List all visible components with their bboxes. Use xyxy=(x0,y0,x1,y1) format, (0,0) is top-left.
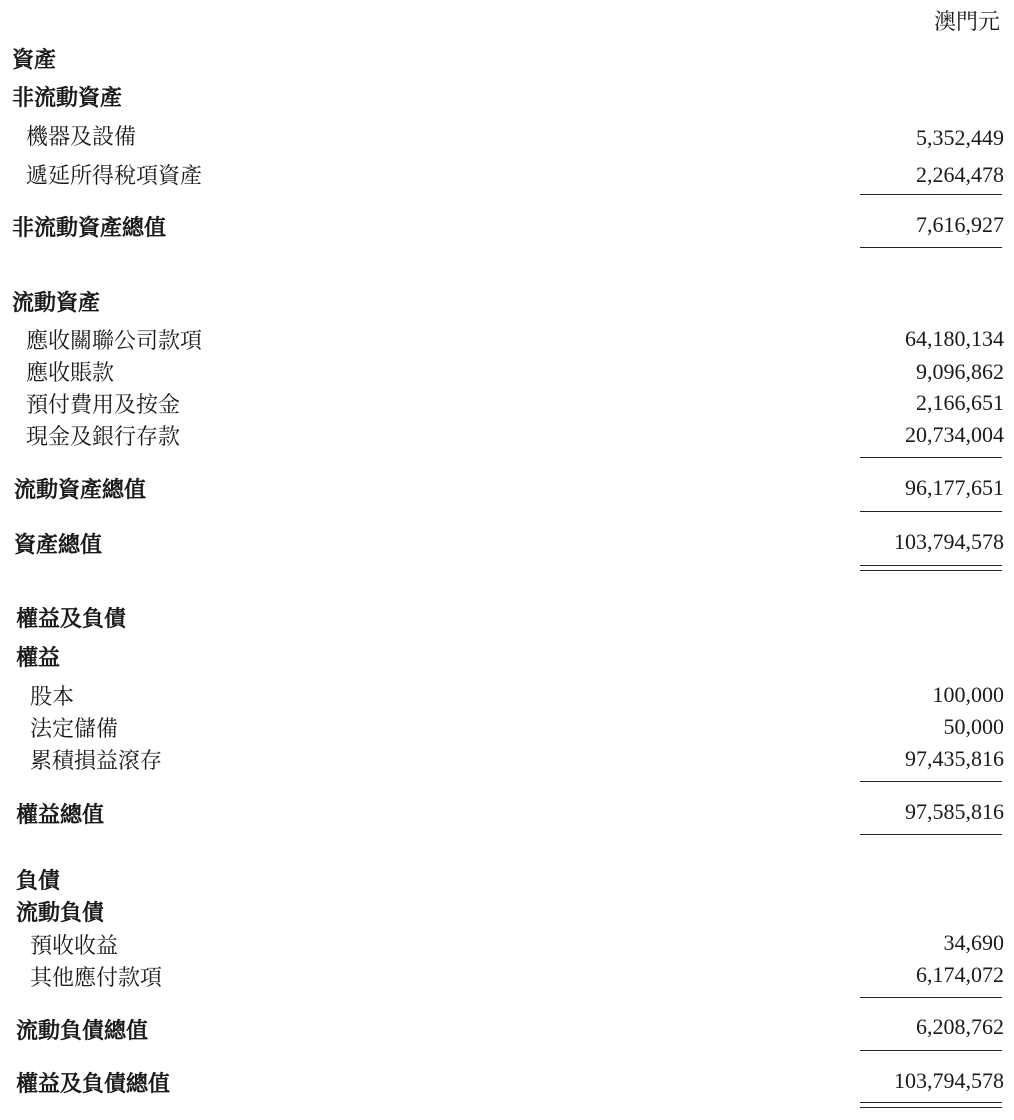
line-item-value: 97,435,816 xyxy=(905,746,1004,771)
non-current-assets-heading: 非流動資產 xyxy=(12,86,123,111)
subtotal-label: 流動資產總值 xyxy=(14,478,147,503)
subtotal-rule xyxy=(860,457,1002,458)
subtotal-value: 7,616,927 xyxy=(916,212,1004,237)
subtotal-label: 非流動資產總值 xyxy=(12,216,167,241)
subtotal-value: 97,585,816 xyxy=(905,799,1004,824)
line-item-value: 6,174,072 xyxy=(916,962,1004,987)
line-item-label: 遞延所得稅項資產 xyxy=(26,164,203,189)
total-double-underline-bottom xyxy=(860,570,1002,571)
line-item-label: 其他應付款項 xyxy=(30,966,163,991)
total-double-underline-top xyxy=(860,1102,1002,1103)
line-item-value: 100,000 xyxy=(932,682,1004,707)
total-equity-and-liabilities-value: 103,794,578 xyxy=(894,1068,1004,1093)
total-double-underline-top xyxy=(860,565,1002,566)
subtotal-label: 權益總值 xyxy=(16,803,105,828)
line-item-label: 預收收益 xyxy=(30,934,119,959)
line-item-label: 股本 xyxy=(30,685,75,710)
assets-heading: 資產 xyxy=(12,48,57,73)
equity-and-liabilities-heading: 權益及負債 xyxy=(16,607,127,632)
subtotal-label: 流動負債總值 xyxy=(16,1019,149,1044)
line-item-value: 20,734,004 xyxy=(905,422,1004,447)
total-equity-and-liabilities-label: 權益及負債總值 xyxy=(16,1072,171,1097)
subtotal-underline xyxy=(860,511,1002,512)
line-item-value: 5,352,449 xyxy=(916,125,1004,150)
line-item-label: 現金及銀行存款 xyxy=(26,425,181,450)
line-item-label: 應收賬款 xyxy=(26,361,115,386)
subtotal-value: 6,208,762 xyxy=(916,1014,1004,1039)
line-item-value: 2,264,478 xyxy=(916,162,1004,187)
subtotal-underline xyxy=(860,834,1002,835)
current-liabilities-heading: 流動負債 xyxy=(16,901,105,926)
line-item-value: 2,166,651 xyxy=(916,390,1004,415)
currency-unit-label: 澳門元 xyxy=(933,10,1000,35)
subtotal-rule xyxy=(860,194,1002,195)
liabilities-heading: 負債 xyxy=(16,869,61,894)
equity-heading: 權益 xyxy=(16,646,61,671)
line-item-label: 應收關聯公司款項 xyxy=(26,329,203,354)
line-item-value: 9,096,862 xyxy=(916,359,1004,384)
subtotal-value: 96,177,651 xyxy=(905,475,1004,500)
current-assets-heading: 流動資產 xyxy=(12,291,101,316)
line-item-label: 機器及設備 xyxy=(26,125,137,150)
line-item-label: 累積損益滾存 xyxy=(30,749,163,774)
subtotal-underline xyxy=(860,1050,1002,1051)
line-item-label: 預付費用及按金 xyxy=(26,393,181,418)
line-item-value: 50,000 xyxy=(943,714,1004,739)
subtotal-underline xyxy=(860,247,1002,248)
line-item-value: 64,180,134 xyxy=(905,326,1004,351)
subtotal-rule xyxy=(860,997,1002,998)
subtotal-rule xyxy=(860,781,1002,782)
total-assets-value: 103,794,578 xyxy=(894,529,1004,554)
line-item-label: 法定儲備 xyxy=(30,717,119,742)
line-item-value: 34,690 xyxy=(943,930,1004,955)
total-double-underline-bottom xyxy=(860,1107,1002,1108)
total-assets-label: 資產總值 xyxy=(14,533,103,558)
